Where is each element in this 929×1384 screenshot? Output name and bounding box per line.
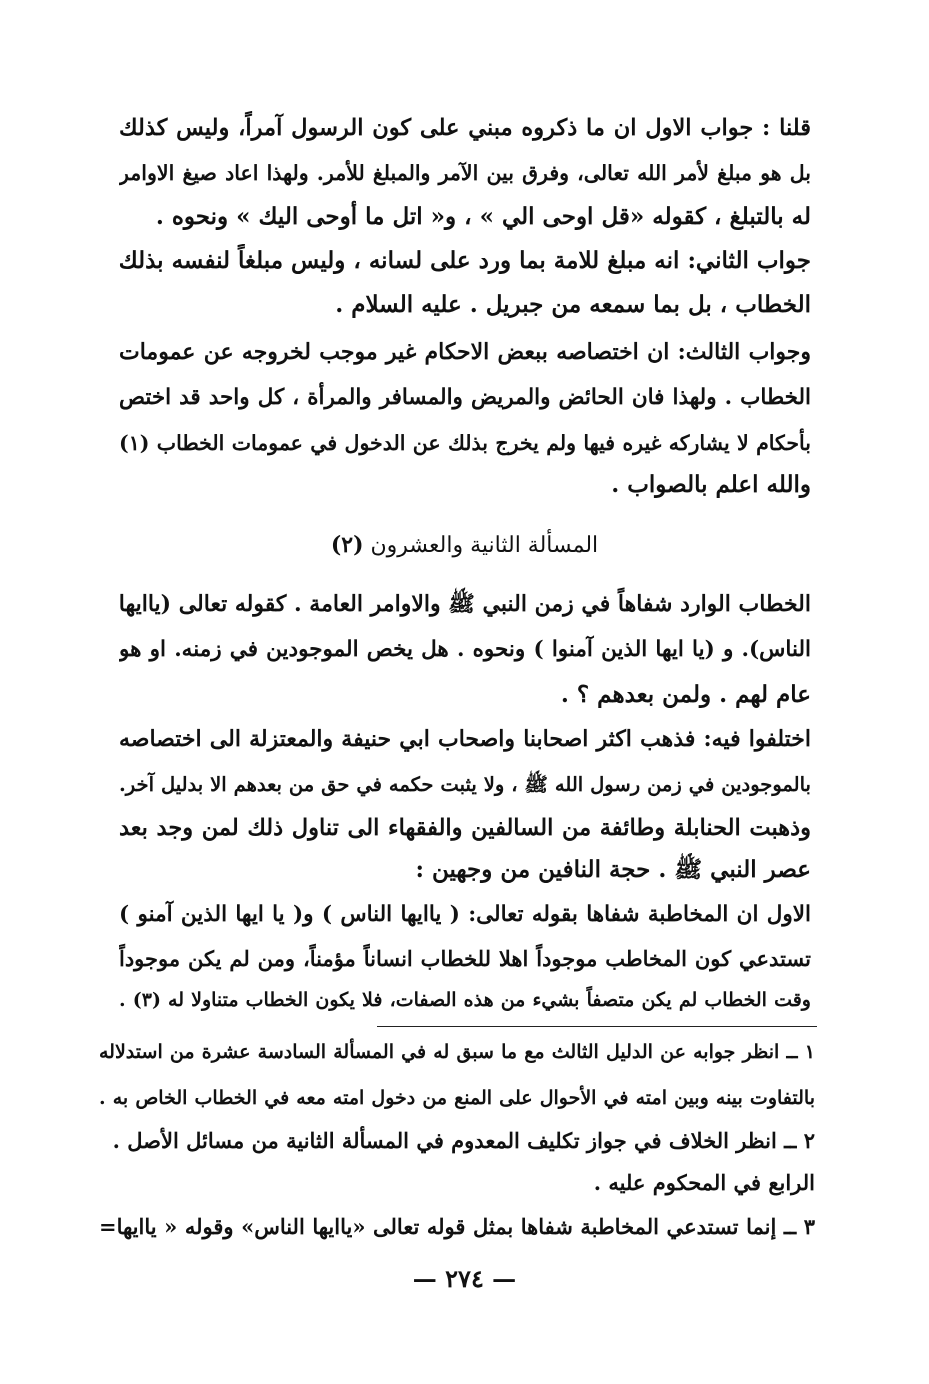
text-line: والله اعلم بالصواب . xyxy=(611,471,811,498)
text-line: عصر النبي ﷺ . حجة النافين من وجهين : xyxy=(415,856,811,883)
text-line: الخطاب ، بل بما سمعه من جبريل . عليه السلام . xyxy=(335,291,811,318)
heading-footnote-number: (٢) xyxy=(330,532,364,558)
section-heading xyxy=(0,528,929,563)
text-line: بل هو مبلغ لأمر الله تعالى، وفرق بين الآمر والمبلغ للأمر. ولهذا اعاد صيغ الاوامر xyxy=(119,161,811,185)
text-line: الناس). و (يا ايها الذين آمنوا ) ونحوه . هل يخص الموجودين في زمنه. او هو xyxy=(119,637,811,662)
text-line: الخطاب الوارد شفاهاً في زمن النبي ﷺ والاوامر العامة . كقوله تعالى (ياايها xyxy=(119,591,811,617)
heading-title: المسألة الثانية والعشرون xyxy=(370,533,599,558)
text-line: عام لهم . ولمن بعدهم ؟ . xyxy=(560,681,811,708)
text-line: وجواب الثالث: ان اختصاصه ببعض الاحكام غير موجب لخروجه عن عمومات xyxy=(119,339,811,365)
text-line: وذهبت الحنابلة وطائفة من السالفين والفقهاء الى تناول ذلك لمن وجد بعد xyxy=(119,815,811,841)
text-line: له بالتبلغ ، كقوله «قل اوحى الي » ، و« اتل ما أوحى اليك » ونحوه . xyxy=(155,203,811,230)
text-line: بالموجودين في زمن رسول الله ﷺ ، ولا يثبت حكمه في حق من بعدهم الا بدليل آخر. xyxy=(119,773,811,796)
text-line: وقت الخطاب لم يكن متصفاً بشيء من هذه الصفات، فلا يكون الخطاب متناولا له (٣) . xyxy=(119,989,811,1011)
footnote-line: الرابع في المحكوم عليه . xyxy=(593,1170,815,1195)
footnote-line: ١ ــ انظر جوابه عن الدليل الثالث مع ما سبق له في المسألة السادسة عشرة من استدلاله xyxy=(99,1041,815,1063)
text-line: جواب الثاني: انه مبلغ للامة بما ورد على لسانه ، وليس مبلغاً لنفسه بذلك xyxy=(119,247,811,274)
text-line: الخطاب . ولهذا فان الحائض والمريض والمسافر والمرأة ، كل واحد قد اختص xyxy=(119,385,811,410)
footnote-line: بالتفاوت بينه وبين امته في الأحوال على المنع من دخول امته معه في الخطاب الخاص به . xyxy=(99,1087,815,1109)
page-number: — ٢٧٤ — xyxy=(412,1264,517,1293)
text-line: بأحكام لا يشاركه غيره فيها ولم يخرج بذلك عن الدخول في عمومات الخطاب (١) xyxy=(119,431,811,455)
text-line: اختلفوا فيه: فذهب اكثر اصحابنا واصحاب ابي حنيفة والمعتزلة الى اختصاصه xyxy=(119,726,811,752)
footnote-line: ٢ ــ انظر الخلاف في جواز تكليف المعدوم في المسألة الثانية من مسائل الأصل . xyxy=(112,1128,815,1153)
text-line: الاول ان المخاطبة شفاها بقوله تعالى: ( ياايها الناس ) و( يا ايها الذين آمنو ) xyxy=(119,902,811,927)
text-line: قلنا : جواب الاول ان ما ذكروه مبني على كون الرسول آمراً، وليس كذلك xyxy=(119,115,811,141)
footnote-line: ٣ ــ إنما تستدعي المخاطبة شفاها بمثل قوله تعالى «ياايها الناس» وقوله « ياايها= xyxy=(99,1214,815,1239)
text-line: تستدعي كون المخاطب موجوداً اهلا للخطاب انساناً مؤمناً، ومن لم يكن موجوداً xyxy=(119,946,811,971)
footnote-separator xyxy=(377,1026,817,1027)
